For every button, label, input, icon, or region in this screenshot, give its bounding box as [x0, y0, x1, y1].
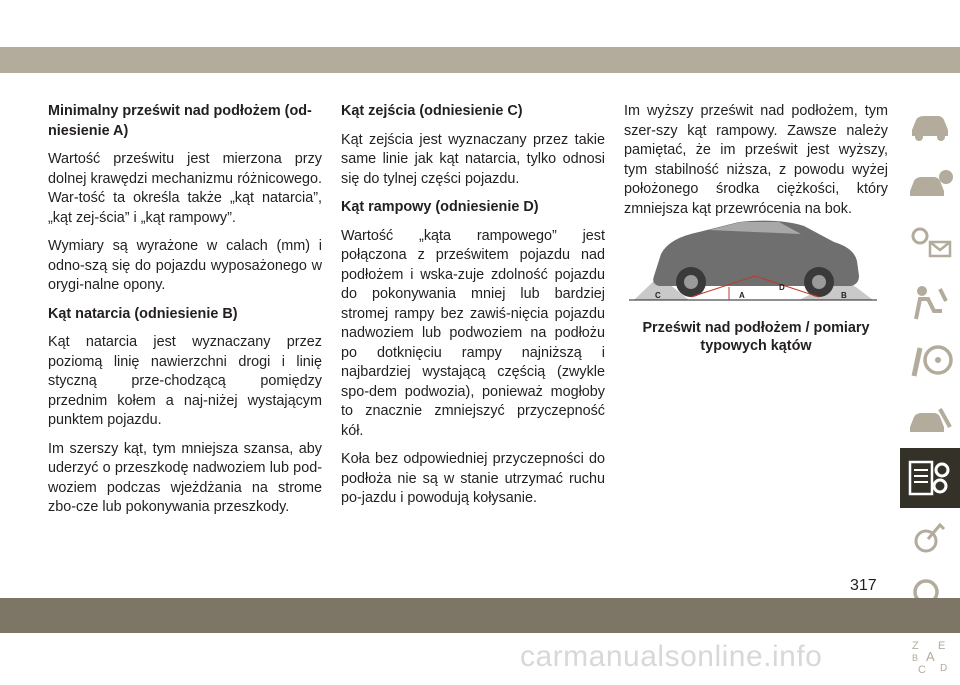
paragraph: Im szerszy kąt, tym mniejsza szansa, aby uderzyć o przeszkodę nadwoziem lub pod-woziem podczas wjeżdżania na strome zbo-cze lub pokonywania przeszkody. [48, 440, 322, 515]
footer-band [0, 598, 960, 633]
svg-text:C: C [918, 664, 926, 675]
car-info-icon [906, 163, 954, 203]
tab-specifications[interactable] [900, 448, 960, 508]
tab-index[interactable] [900, 625, 960, 685]
header-band [0, 0, 960, 73]
paragraph: Koła bez odpowiedniej przyczepności do podłoża nie są w stanie utrzymać ruchu po-jazdu i powodują kołysanie. [341, 451, 605, 506]
paragraph: Im wyższy prześwit nad podłożem, tym szer-szy kąt rampowy. Zawsze należy pamiętać, że im prześwit jest wyższy, tym stabilność niższa, z powodu wyżej położonego środka ciężkości, który zmniejsza kąt przewrócenia na bok. [624, 103, 888, 217]
multimedia-icon [906, 517, 954, 557]
column-2 [341, 102, 605, 518]
tab-car-service[interactable] [900, 389, 960, 449]
watermark: carmanualsonline.info [520, 640, 823, 673]
heading-ground-clearance: Minimalny prześwit nad podłożem (od-niesienie A) [48, 103, 312, 139]
tab-warning-lights[interactable] [900, 212, 960, 272]
paragraph: Wymiary są wyrażone w calach (mm) i odno-szą się do pojazdu wyposażonego w orygi-nalne opony. [48, 238, 322, 293]
paragraph: Kąt zejścia jest wyznaczany przez takie same linie jak kąt natarcia, tylko odnosi się do tylnej części pojazdu. [341, 131, 605, 187]
steering-wheel-icon [906, 340, 954, 380]
figure-label-c: C [655, 291, 661, 300]
chapter-tabs [900, 94, 960, 684]
figure-label-d: D [779, 283, 785, 292]
paragraph: Wartość prześwitu jest mierzona przy dolnej krawędzi mechanizmu różnicowego. War-tość ta określa także „kąt natarcia”, „kąt zej-ścia” i „kąt rampowy”. [48, 151, 322, 226]
heading-approach-angle: Kąt natarcia (odniesienie B) [48, 305, 238, 322]
figure-label-a: A [739, 291, 745, 300]
heading-breakover-angle: Kąt rampowy (odniesienie D) [341, 199, 539, 215]
figure-label-b: B [841, 291, 847, 300]
car-dashboard-icon [906, 104, 954, 144]
paragraph: Wartość „kąta rampowego” jest połączona z prześwitem pojazdu nad podłożem i wska-zuje zdolność pojazdu do pokonywania mniej lub bardziej stromej rampy bez zawiś-nięcia pojazdu nadwoziem lub podwoziem na podłożu po dotknięciu rampy najniższą i najbardziej wystającą częścią (zwykle spo-dem podwozia), ponieważ mogłoby to znacznie zmniejszyć przyczepność kół. [341, 227, 605, 439]
column-3 [624, 102, 888, 228]
svg-text:D: D [940, 663, 948, 674]
tab-steering-wheel[interactable] [900, 330, 960, 390]
vehicle-angles-figure [629, 216, 877, 304]
tab-seat-steering[interactable] [900, 271, 960, 331]
warning-lights-icon [906, 222, 954, 262]
header-bar [0, 47, 960, 73]
index-abc-icon [906, 635, 954, 675]
column-1 [48, 102, 322, 527]
tab-car-dashboard[interactable] [900, 94, 960, 154]
tab-multimedia[interactable] [900, 507, 960, 567]
figure-caption: Prześwit nad podłożem / pomiary typowych kątów [642, 320, 870, 354]
specifications-gear-icon [906, 458, 954, 498]
heading-departure-angle: Kąt zejścia (odniesienie C) [341, 103, 523, 119]
seat-steering-icon [906, 281, 954, 321]
svg-text:Z: Z [912, 640, 919, 652]
svg-text:B: B [912, 653, 919, 663]
svg-text:E: E [938, 640, 946, 652]
svg-text:A: A [926, 649, 935, 664]
tab-car-info[interactable] [900, 153, 960, 213]
car-service-icon [906, 399, 954, 439]
paragraph: Kąt natarcia jest wyznaczany przez poziomą linię nawierzchni drogi i linię styczną prze-chodzącą pomiędzy przednim kołem a naj-niżej wystającym punktem pojazdu. [48, 334, 322, 428]
page-number: 317 [850, 577, 877, 594]
